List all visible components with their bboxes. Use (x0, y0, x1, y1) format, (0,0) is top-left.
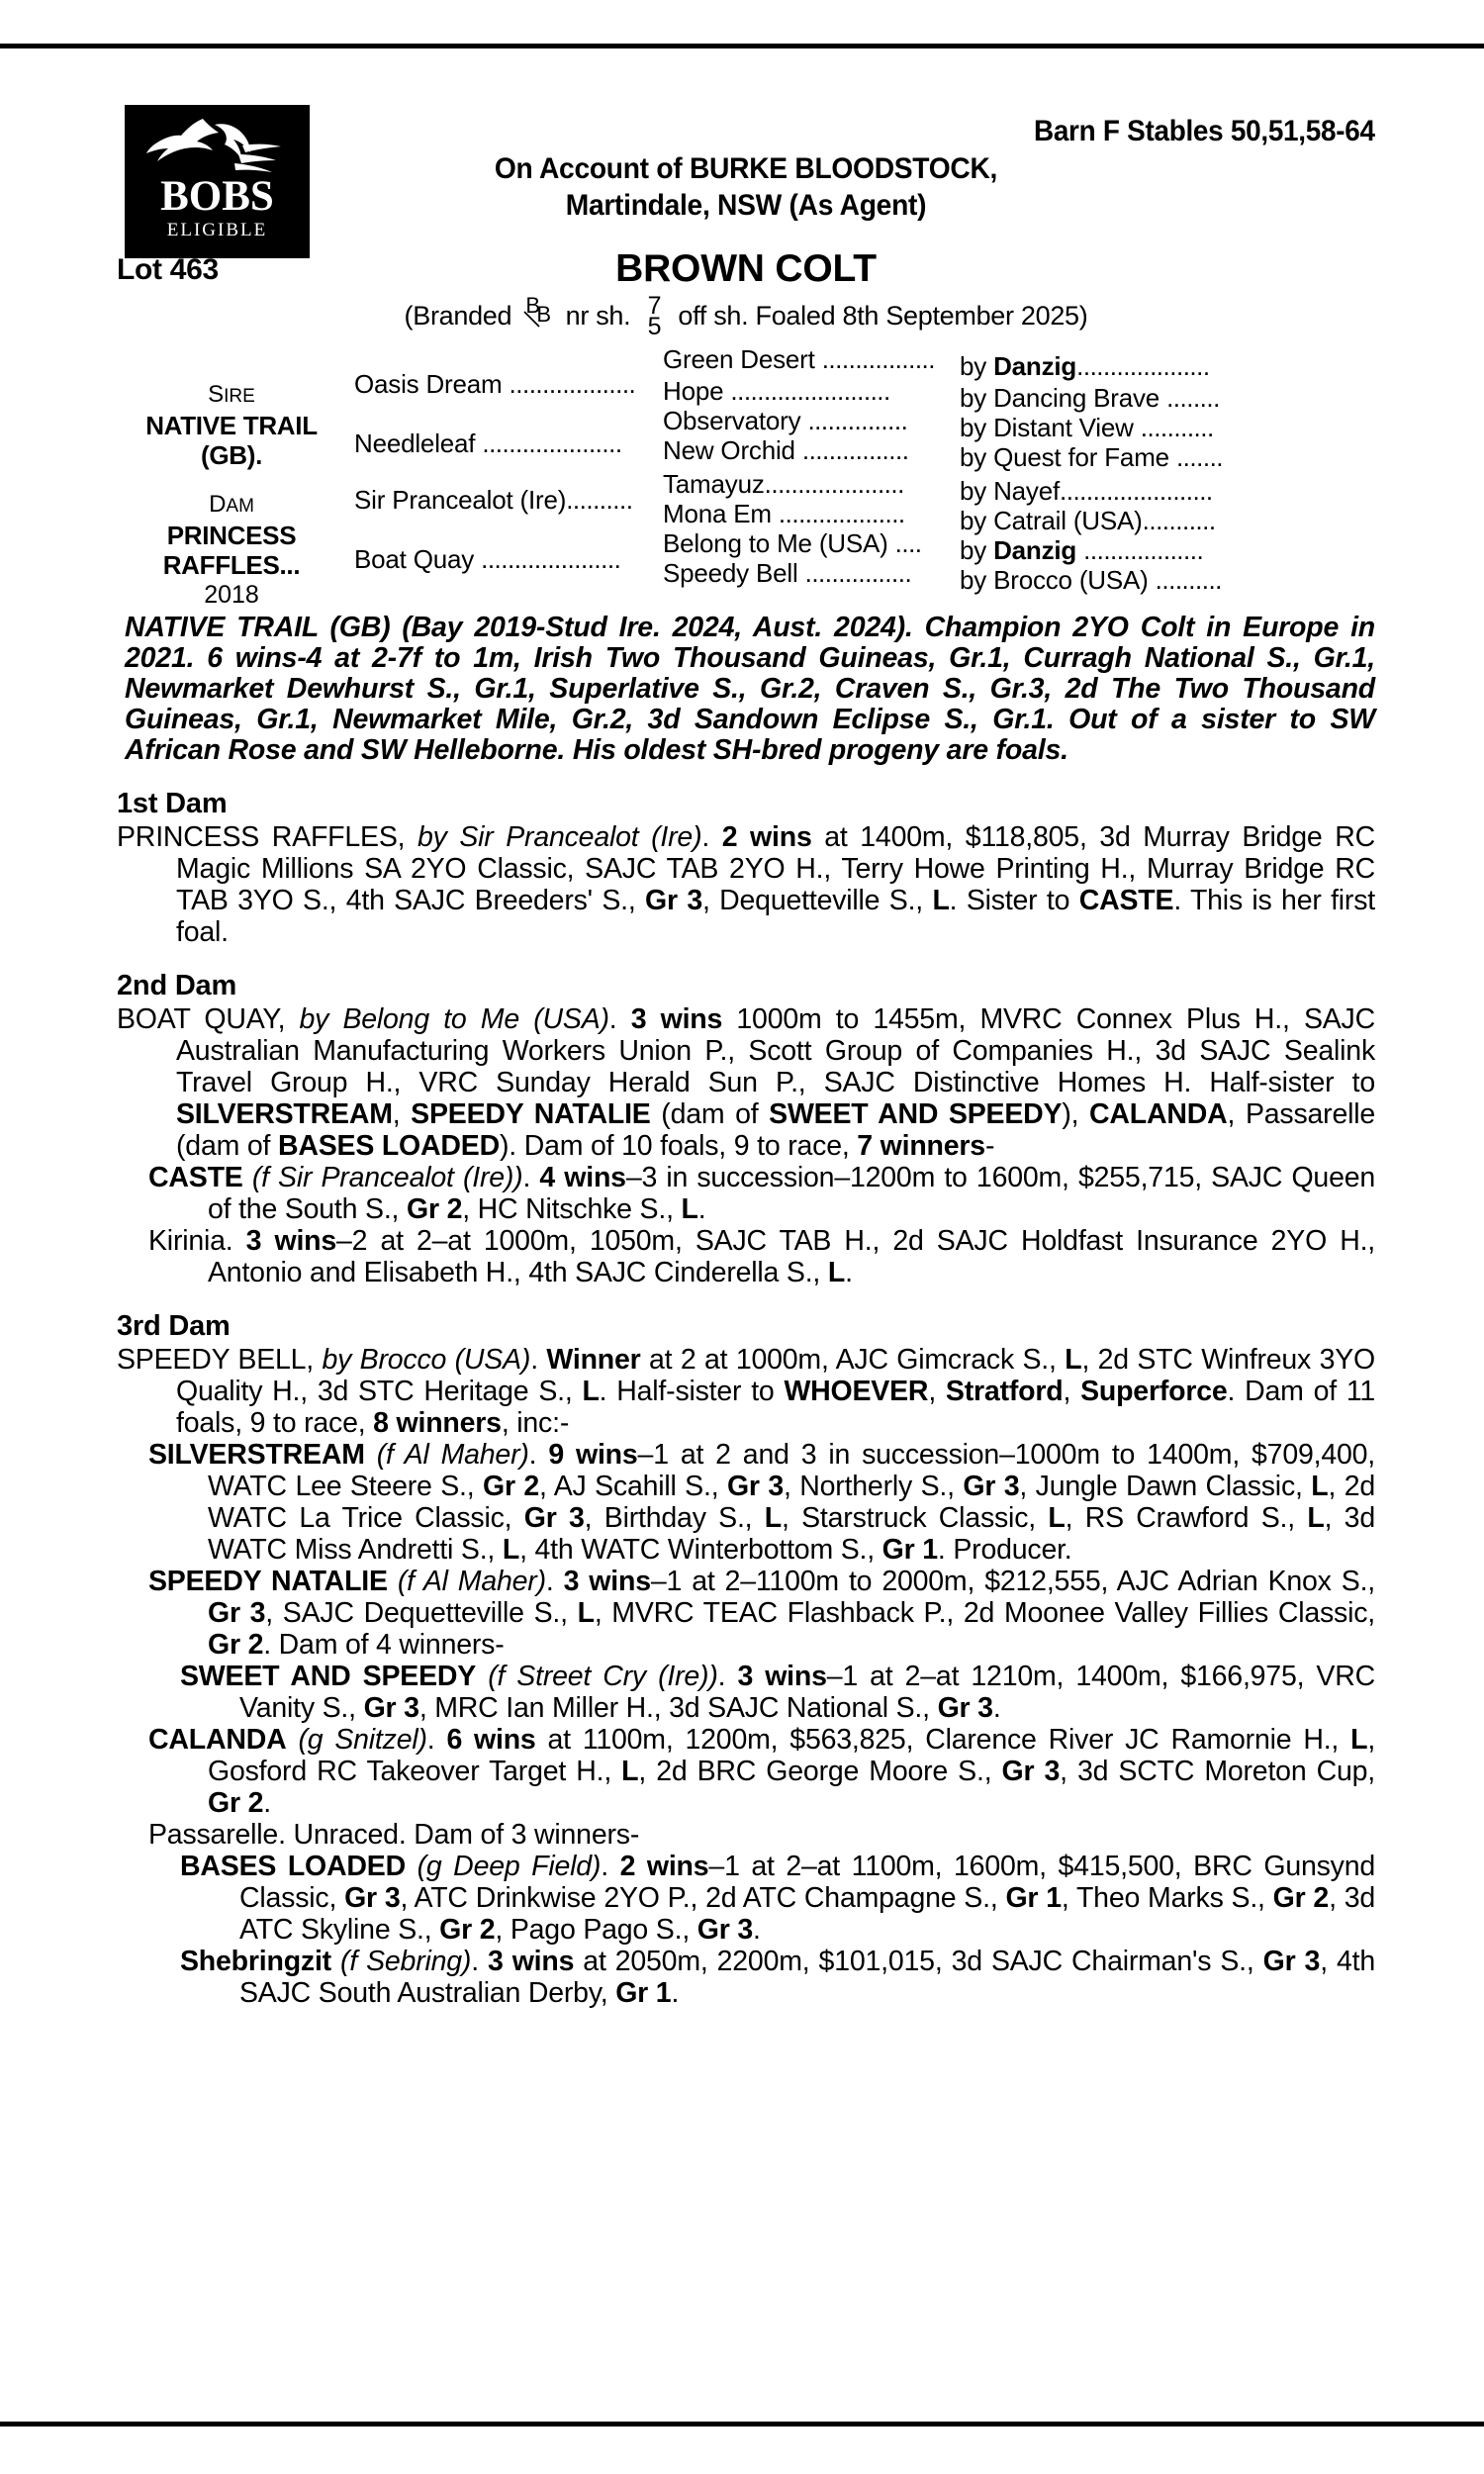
brand-suffix: off sh. Foaled 8th September 2025) (678, 300, 1088, 331)
pedigree-entry: Passarelle. Unraced. Dam of 3 winners- (148, 1819, 640, 1851)
gen2-entry: Oasis Dream ................... (354, 369, 636, 399)
dam-sections (117, 788, 1375, 2009)
dam-section-heading: 3rd Dam (117, 1310, 231, 1342)
dam-role-label: DAM (209, 491, 254, 518)
sire-block (117, 381, 346, 470)
brand-prefix: (Branded (404, 300, 512, 331)
gen3-entry: Observatory ............... by Distant View ........... (663, 406, 1214, 442)
dam-name: PRINCESS RAFFLES... (162, 521, 301, 580)
gen3-entry: New Orchid ................ by Quest for Fame ....... (663, 435, 1224, 472)
pedigree-entry: SPEEDY NATALIE (f Al Maher). 3 wins–1 at 2–1100m to 2000m, $212,555, AJC Adrian Knox S., Gr 3, SAJC Dequetteville S., L, MVRC TEAC Flashback P., 2d Moonee Valley Fillies Classic, Gr 2. Dam of 4 winners- (148, 1566, 1376, 1661)
gen3-entry: Tamayuz..................... by Nayef....................... (663, 469, 1213, 506)
bobs-wordmark: BOBS (160, 173, 274, 220)
sire-role-label: SIRE (208, 381, 255, 408)
pedigree-entry: SILVERSTREAM (f Al Maher). 9 wins–1 at 2 and 3 in succession–1000m to 1400m, $709,400, WATC Lee Steere S., Gr 2, AJ Scahill S., Gr 3, Northerly S., Gr 3, Jungle Dawn Classic, L, 2d WATC La Trice Classic, Gr 3, Birthday S., L, Starstruck Classic, L, RS Crawford S., L, 3d WATC Miss Andretti S., L, 4th WATC Winterbottom S., Gr 1. Producer. (148, 1439, 1376, 1566)
pedigree-entry: CASTE (f Sir Prancealot (Ire)). 4 wins–3 in succession–1200m to 1600m, $255,715, SAJC Queen of the South S., Gr 2, HC Nitschke S., L. (148, 1162, 1376, 1225)
brand-fraction (647, 292, 662, 340)
gen2-entry: Boat Quay ..................... (354, 544, 621, 574)
brand-numerator: 7 (647, 292, 662, 320)
pedigree-entry: Shebringzit (f Sebring). 3 wins at 2050m, 2200m, $101,015, 3d SAJC Chairman's S., Gr 3, 4th SAJC South Australian Derby, Gr 1. (180, 1946, 1375, 2009)
branding-line (117, 292, 1375, 340)
brand-symbol-icon: B B (525, 293, 551, 327)
dam-year: 2018 (204, 581, 259, 609)
pedigree-entry: Kirinia. 3 wins–2 at 2–at 1000m, 1050m, SAJC TAB H., 2d SAJC Holdfast Insurance 2YO H., Antonio and Elisabeth H., 4th SAJC Cinderella S., L. (148, 1225, 1376, 1288)
gen3-entry: Hope ........................ by Dancing Brave ........ (663, 376, 1220, 413)
page-title: BROWN COLT (615, 247, 877, 290)
gen3-entry: Belong to Me (USA) .... by Danzig .................. (663, 528, 1204, 565)
bottom-rule (0, 2422, 1484, 2426)
pedigree-entry: CALANDA (g Snitzel). 6 wins at 1100m, 1200m, $563,825, Clarence River JC Ramornie H., L, Gosford RC Takeover Target H., L, 2d BRC George Moore S., Gr 3, 3d SCTC Moreton Cup, Gr 2. (148, 1724, 1376, 1819)
page-content (117, 59, 1375, 2009)
top-rule (0, 44, 1484, 48)
gen3-entry: Green Desert ................. by Danzig.................... (663, 344, 1210, 381)
dam-section-heading: 2nd Dam (117, 970, 237, 1001)
header (117, 59, 1375, 247)
gen3-entry: Mona Em ................... by Catrail (USA)........... (663, 499, 1216, 535)
sire-description: NATIVE TRAIL (GB) (Bay 2019-Stud Ire. 2024, Aust. 2024). Champion 2YO Colt in Europe in 2021. 6 wins-4 at 2-7f to 1m, Irish Two Thousand Guineas, Gr.1, Curragh National S., Gr.1, Newmarket Dewhurst S., Gr.1, Superlative S., Gr.2, Craven S., Gr.3, 2d The Two Thousand Guineas, Gr.1, Newmarket Mile, Gr.2, 3d Sandown Eclipse S., Gr.1. Out of a sister to SW African Rose and SW Helleborne. His oldest SH-bred progeny are foals. (125, 612, 1375, 766)
brand-mid: nr sh. (565, 300, 631, 331)
pedigree-entry: BOAT QUAY, by Belong to Me (USA). 3 wins 1000m to 1455m, MVRC Connex Plus H., SAJC Australian Manufacturing Workers Union P., Scott Group of Companies H., 3d SAJC Sealink Travel Group H., VRC Sunday Herald Sun P., SAJC Distinctive Homes H. Half-sister to SILVERSTREAM, SPEEDY NATALIE (dam of SWEET AND SPEEDY), CALANDA, Passarelle (dam of BASES LOADED). Dam of 10 foals, 9 to race, 7 winners- (117, 1003, 1376, 1162)
sire-name: NATIVE TRAIL (GB). (145, 411, 318, 470)
bobs-eligible-label: ELIGIBLE (166, 220, 268, 240)
lot-title-zone (117, 247, 1375, 342)
pedigree-table (117, 344, 1375, 609)
brand-denominator: 5 (647, 313, 662, 340)
lot-number: Lot 463 (117, 253, 219, 286)
pedigree-entry: BASES LOADED (g Deep Field). 2 wins–1 at 2–at 1100m, 1600m, $415,500, BRC Gunsynd Classic, Gr 3, ATC Drinkwise 2YO P., 2d ATC Champagne S., Gr 1, Theo Marks S., Gr 2, 3d ATC Skyline S., Gr 2, Pago Pago S., Gr 3. (180, 1851, 1376, 1946)
dam-section-heading: 1st Dam (117, 788, 228, 819)
account-line-1: On Account of BURKE BLOODSTOCK, (494, 152, 998, 185)
dam-block (117, 491, 346, 610)
gen3-entry: Speedy Bell ................ by Brocco (USA) .......... (663, 558, 1222, 595)
account-line-2: Martindale, NSW (As Agent) (565, 189, 927, 222)
account-block (117, 150, 1375, 224)
barn-stables-line: Barn F Stables 50,51,58-64 (1034, 115, 1375, 147)
pedigree-entry: SWEET AND SPEEDY (f Street Cry (Ire)). 3 wins–1 at 2–at 1210m, 1400m, $166,975, VRC Vanity S., Gr 3, MRC Ian Miller H., 3d SAJC National S., Gr 3. (180, 1661, 1376, 1724)
gen2-entry: Sir Prancealot (Ire).......... (354, 485, 633, 515)
pedigree-entry: SPEEDY BELL, by Brocco (USA). Winner at 2 at 1000m, AJC Gimcrack S., L, 2d STC Winfreux 3YO Quality H., 3d STC Heritage S., L. Half-sister to WHOEVER, Stratford, Superforce. Dam of 11 foals, 9 to race, 8 winners, inc:- (117, 1344, 1376, 1439)
pedigree-entry: PRINCESS RAFFLES, by Sir Prancealot (Ire). 2 wins at 1400m, $118,805, 3d Murray Bridge RC Magic Millions SA 2YO Classic, SAJC TAB 2YO H., Terry Howe Printing H., Murray Bridge RC TAB 3YO S., 4th SAJC Breeders' S., Gr 3, Dequetteville S., L. Sister to CASTE. This is her first foal. (117, 821, 1375, 948)
gen2-entry: Needleleaf ..................... (354, 428, 622, 458)
